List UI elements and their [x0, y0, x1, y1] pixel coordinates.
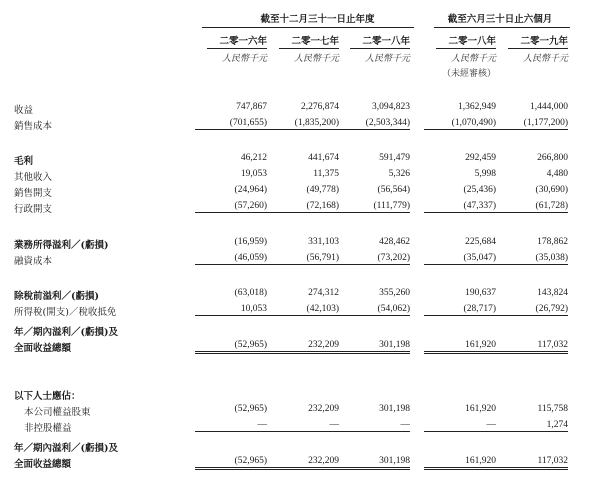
row-value: 3,094,823: [372, 102, 410, 112]
row-value: (57,260): [195, 201, 267, 213]
row-value: 355,260: [379, 288, 410, 298]
row-value: 301,198: [338, 456, 410, 470]
row-value: 5,998: [474, 169, 496, 179]
row-value: 143,824: [537, 288, 568, 298]
row-value: 441,674: [308, 153, 339, 163]
row-value: (2,503,344): [338, 118, 410, 130]
row-value: 232,209: [267, 456, 339, 470]
row-value: (61,728): [496, 201, 568, 213]
row-value: 292,459: [465, 153, 496, 163]
row-value: 266,800: [537, 153, 568, 163]
row-value: 225,684: [465, 237, 496, 247]
row-value: (73,202): [338, 253, 410, 265]
row-value: —: [424, 420, 496, 432]
row-label: 全面收益總額: [14, 343, 72, 354]
row-value: —: [195, 420, 267, 432]
row-value: (1,835,200): [267, 118, 339, 130]
column-header-rule: [508, 48, 568, 49]
row-value: 178,862: [537, 237, 568, 247]
row-label: 銷售開支: [14, 188, 53, 199]
row-label: 除稅前溢利／(虧損): [14, 291, 99, 302]
row-value: (26,792): [496, 304, 568, 316]
row-value: (1,070,490): [424, 118, 496, 130]
column-year-header: 二零一九年: [520, 36, 568, 47]
row-label: 業務所得溢利／(虧損): [14, 240, 109, 251]
row-value: 190,637: [465, 288, 496, 298]
row-value: (49,778): [306, 185, 339, 195]
column-unit: 人民幣千元: [522, 54, 568, 64]
row-label: 非控股權益: [24, 423, 72, 434]
row-value: (30,690): [535, 185, 568, 195]
row-value: 117,032: [496, 456, 568, 470]
row-value: 428,462: [379, 237, 410, 247]
row-value: 19,053: [240, 169, 267, 179]
row-label: 本公司權益股東: [24, 407, 91, 418]
row-value: 10,053: [195, 304, 267, 316]
row-value: (35,038): [496, 253, 568, 265]
row-value: (35,047): [424, 253, 496, 265]
row-label: 以下人士應佔：: [14, 391, 81, 402]
column-unit: 人民幣千元: [221, 54, 267, 64]
row-value: (28,717): [424, 304, 496, 316]
header-group-year: 截至十二月三十一日止年度: [260, 14, 375, 25]
row-value: —: [267, 420, 339, 432]
row-value: 161,920: [465, 404, 496, 414]
row-value: 161,920: [424, 456, 496, 470]
row-value: 747,867: [236, 102, 267, 112]
row-value: (52,965): [195, 340, 267, 354]
column-header-rule: [207, 48, 267, 49]
row-label: 年／期內溢利／(虧損)及: [14, 327, 118, 338]
column-year-header: 二零一八年: [448, 36, 496, 47]
row-label: 所得稅(開支)／稅收抵免: [14, 307, 117, 318]
row-value: 161,920: [424, 340, 496, 354]
row-value: 1,444,000: [530, 102, 568, 112]
row-value: 301,198: [379, 404, 410, 414]
column-unit: 人民幣千元: [364, 54, 410, 64]
row-value: 232,209: [308, 404, 339, 414]
row-value: 2,276,874: [301, 102, 339, 112]
row-label: 毛利: [14, 156, 34, 167]
row-value: (52,965): [234, 404, 267, 414]
row-value: 4,480: [546, 169, 568, 179]
row-value: (54,062): [338, 304, 410, 316]
column-header-rule: [279, 48, 339, 49]
column-header-rule: [350, 48, 410, 49]
row-value: 5,326: [388, 169, 410, 179]
row-label: 收益: [14, 105, 34, 116]
column-note-unaudited: （未經審核）: [441, 69, 496, 79]
row-value: 274,312: [308, 288, 339, 298]
row-label: 行政開支: [14, 204, 53, 215]
row-value: (72,168): [267, 201, 339, 213]
row-value: 1,274: [496, 420, 568, 432]
row-label: 其他收入: [14, 172, 53, 183]
row-value: (24,964): [234, 185, 267, 195]
row-value: (42,103): [267, 304, 339, 316]
row-value: (56,791): [267, 253, 339, 265]
header-group-rule: [434, 27, 570, 28]
row-value: 1,362,949: [458, 102, 496, 112]
row-value: (47,337): [424, 201, 496, 213]
header-group-half: 截至六月三十日止六個月: [447, 14, 553, 25]
column-year-header: 二零一六年: [219, 36, 267, 47]
row-label: 全面收益總額: [14, 459, 72, 470]
row-value: 11,375: [313, 169, 339, 179]
row-value: 591,479: [379, 153, 410, 163]
row-label: 銷售成本: [14, 121, 53, 132]
column-year-header: 二零一七年: [291, 36, 339, 47]
row-value: (111,779): [338, 201, 410, 213]
column-unit: 人民幣千元: [450, 54, 496, 64]
row-label: 年／期內溢利／(虧損)及: [14, 443, 118, 454]
row-label: 融資成本: [14, 256, 53, 267]
column-header-rule: [436, 48, 496, 49]
row-value: (52,965): [195, 456, 267, 470]
row-value: —: [338, 420, 410, 432]
row-value: 46,212: [240, 153, 267, 163]
row-value: (63,018): [234, 288, 267, 298]
row-value: (25,436): [463, 185, 496, 195]
row-value: 117,032: [496, 340, 568, 354]
row-value: (701,655): [195, 118, 267, 130]
row-value: 301,198: [338, 340, 410, 354]
row-value: (1,177,200): [496, 118, 568, 130]
header-group-rule: [202, 27, 414, 28]
column-year-header: 二零一八年: [362, 36, 410, 47]
row-value: 232,209: [267, 340, 339, 354]
column-unit: 人民幣千元: [293, 54, 339, 64]
row-value: 115,758: [537, 404, 568, 414]
row-value: (16,959): [234, 237, 267, 247]
row-value: (46,059): [195, 253, 267, 265]
row-value: 331,103: [308, 237, 339, 247]
row-value: (56,564): [377, 185, 410, 195]
